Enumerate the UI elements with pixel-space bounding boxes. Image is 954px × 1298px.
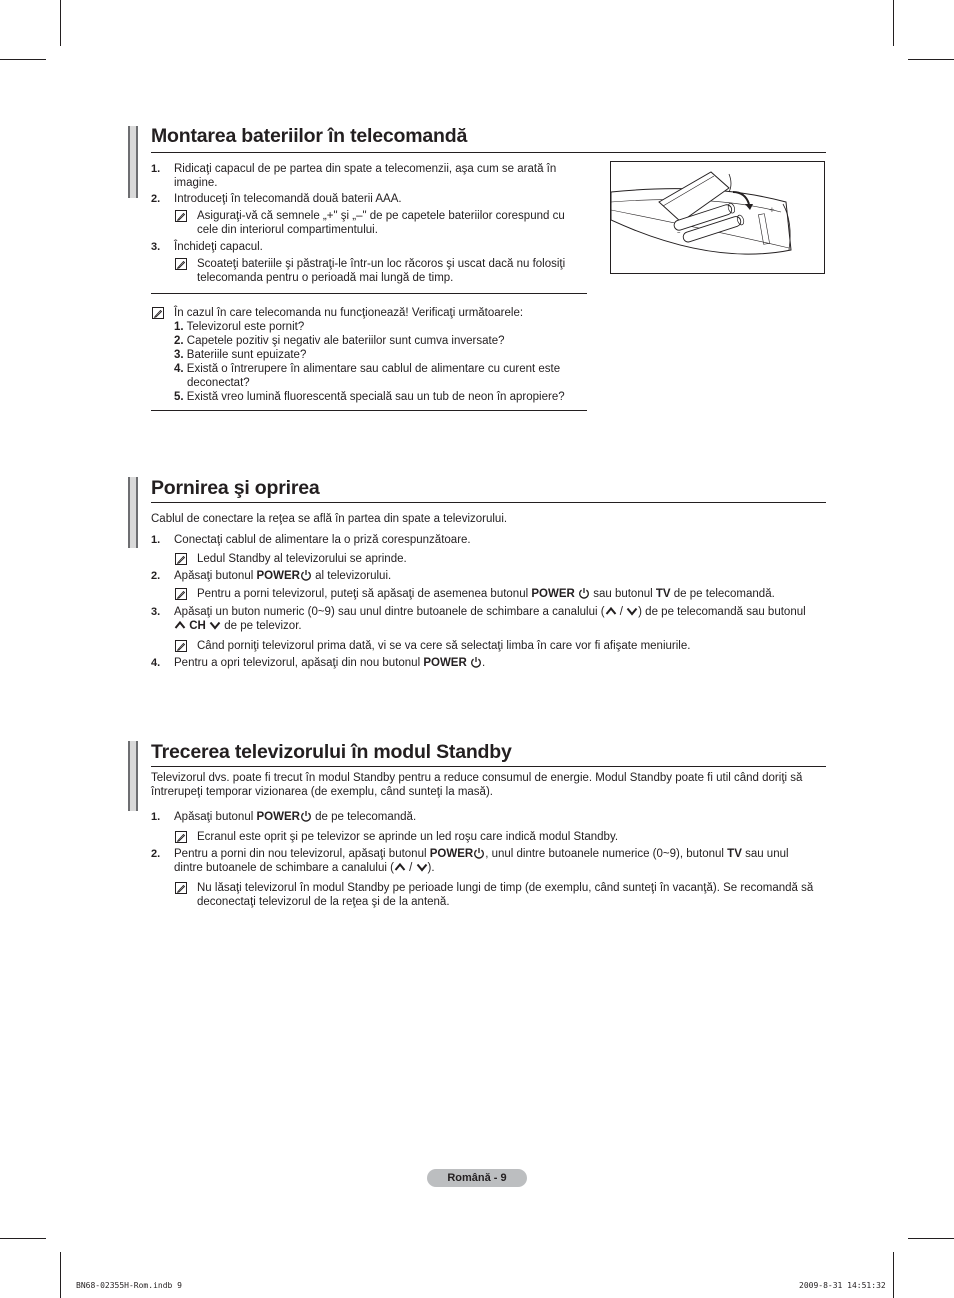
crop-mark [0,59,46,60]
text-line: întrerupeţi temporar vizionarea (de exemplu, când sunteţi la masă). [151,786,493,798]
battery-plus-mark: + [769,206,775,214]
intro-text: Cablul de conectare la reţea se află în partea din spate a televizorului. [151,513,508,525]
note-icon [175,882,187,894]
channel-up-icon [394,861,406,873]
note-icon [175,553,187,565]
footer-file-info: BN68-02355H-Rom.indb 9 [76,1281,182,1290]
crop-mark [60,1252,61,1298]
step-number: 1. [151,163,161,175]
list-item: 3. Bateriile sunt epuizate? [174,349,307,361]
note-text: Când porniţi televizorul prima dată, vi se va cere să selectaţi limba în care vor fi afişate meniurile. [197,640,691,652]
crop-mark [893,1252,894,1298]
power-icon [470,656,482,668]
note-icon [152,307,164,319]
text-line: Pentru a porni din nou televizorul, apăsaţi butonul POWER , unul dintre butoanele numerice (0~9), butonul TV sau unul [174,848,789,860]
note-box-list [174,320,565,404]
step-text: Apăsaţi butonul POWER de pe telecomandă. [174,811,417,823]
section-title: Trecerea televizorului în modul Standby [151,741,512,763]
section-title: Montarea bateriilor în telecomandă [151,125,468,147]
channel-up-icon [174,619,186,631]
note-text [197,209,565,237]
note-text: Pentru a porni televizorul, puteţi să apăsaţi de asemenea butonul POWER sau butonul TV de pe telecomandă. [197,588,775,600]
note-icon [175,258,187,270]
text-line: dintre butoanele de schimbare a canalului ( / ). [174,862,435,874]
channel-up-icon [605,605,617,617]
step-text: Conectaţi cablul de alimentare la o priză corespunzătoare. [174,534,471,546]
note-icon [175,640,187,652]
remote-battery-illustration [610,161,825,274]
list-item: 2. Capetele pozitiv şi negativ ale bateriilor sunt cumva inversate? [174,335,505,347]
section-rule [151,766,826,767]
step-text: Pentru a opri televizorul, apăsaţi din nou butonul POWER . [174,657,486,669]
list-item: 5. Există vreo lumină fluorescentă specială sau un tub de neon în apropiere? [174,391,565,403]
note-text: Ledul Standby al televizorului se aprinde. [197,553,407,565]
note-text [197,881,813,909]
text-line: Apăsaţi un buton numeric (0~9) sau unul dintre butoanele de schimbare a canalului ( / ) de pe telecomandă sau butonul [174,606,806,618]
section-title: Pornirea şi oprirea [151,477,320,499]
crop-mark [893,0,894,46]
note-box-top-rule [151,293,587,294]
section-bar [128,477,138,548]
section-rule [151,152,826,153]
text-line: Ridicaţi capacul de pe partea din spate a telecomenzii, aşa cum se arată în [174,163,557,175]
footer-timestamp: 2009-8-31 14:51:32 [799,1281,886,1290]
section-bar [128,126,138,198]
list-item: deconectat? [187,377,250,389]
power-icon [578,587,590,599]
section-bar [128,741,138,811]
note-icon [175,588,187,600]
text-line: imagine. [174,177,218,189]
step-text: Închideţi capacul. [174,241,263,253]
step-number: 2. [151,848,161,860]
note-icon [175,831,187,843]
list-item: 4. Există o întrerupere în alimentare sau cablul de alimentare cu curent este [174,363,561,375]
page-number-badge: Română - 9 [427,1169,527,1187]
intro-text [151,771,802,799]
text-line: cele din interiorul compartimentului. [197,224,378,236]
battery-minus-mark: – [677,228,681,236]
text-line: Televizorul dvs. poate fi trecut în modul Standby pentru a reduce consumul de energie. Modul Standby poate fi util când doriţi să [151,772,803,784]
step-number: 2. [151,193,161,205]
channel-down-icon [416,861,428,873]
text-line: Nu lăsaţi televizorul în modul Standby pe perioade lungi de timp (de exemplu, când sunteţi în vacanţă). Se recomandă să [197,882,814,894]
channel-down-icon [209,619,221,631]
note-text [197,257,565,285]
step-text: Apăsaţi butonul POWER al televizorului. [174,570,392,582]
step-text [174,847,789,875]
power-icon [300,810,312,822]
power-icon [300,569,312,581]
step-number: 1. [151,811,161,823]
step-text: Introduceţi în telecomandă două baterii AAA. [174,193,402,205]
step-text [174,605,806,633]
note-box-bottom-rule [151,410,587,411]
crop-mark [908,1238,954,1239]
note-box-intro: În cazul în care telecomanda nu funcţionează! Verificaţi următoarele: [174,307,524,319]
crop-mark [0,1238,46,1239]
step-number: 2. [151,570,161,582]
text-line: CH de pe televizor. [174,619,806,633]
step-number: 3. [151,606,161,618]
note-icon [175,210,187,222]
text-line: Scoateţi bateriile şi păstraţi-le într-un loc răcoros şi uscat dacă nu folosiţi [197,258,566,270]
step-text [174,162,556,190]
text-line: telecomanda pentru o perioadă mai lungă de timp. [197,272,454,284]
channel-down-icon [626,605,638,617]
list-item: 1. Televizorul este pornit? [174,321,305,333]
crop-mark [908,59,954,60]
text-line: deconectaţi televizorul de la reţea şi de la antenă. [197,896,450,908]
text-line: Asiguraţi-vă că semnele „+" şi „–" de pe capetele bateriilor corespund cu [197,210,565,222]
step-number: 3. [151,241,161,253]
crop-mark [60,0,61,46]
step-number: 4. [151,657,161,669]
step-number: 1. [151,534,161,546]
power-icon [473,847,485,859]
section-rule [151,502,826,503]
note-text: Ecranul este oprit şi pe televizor se aprinde un led roşu care indică modul Standby. [197,831,619,843]
